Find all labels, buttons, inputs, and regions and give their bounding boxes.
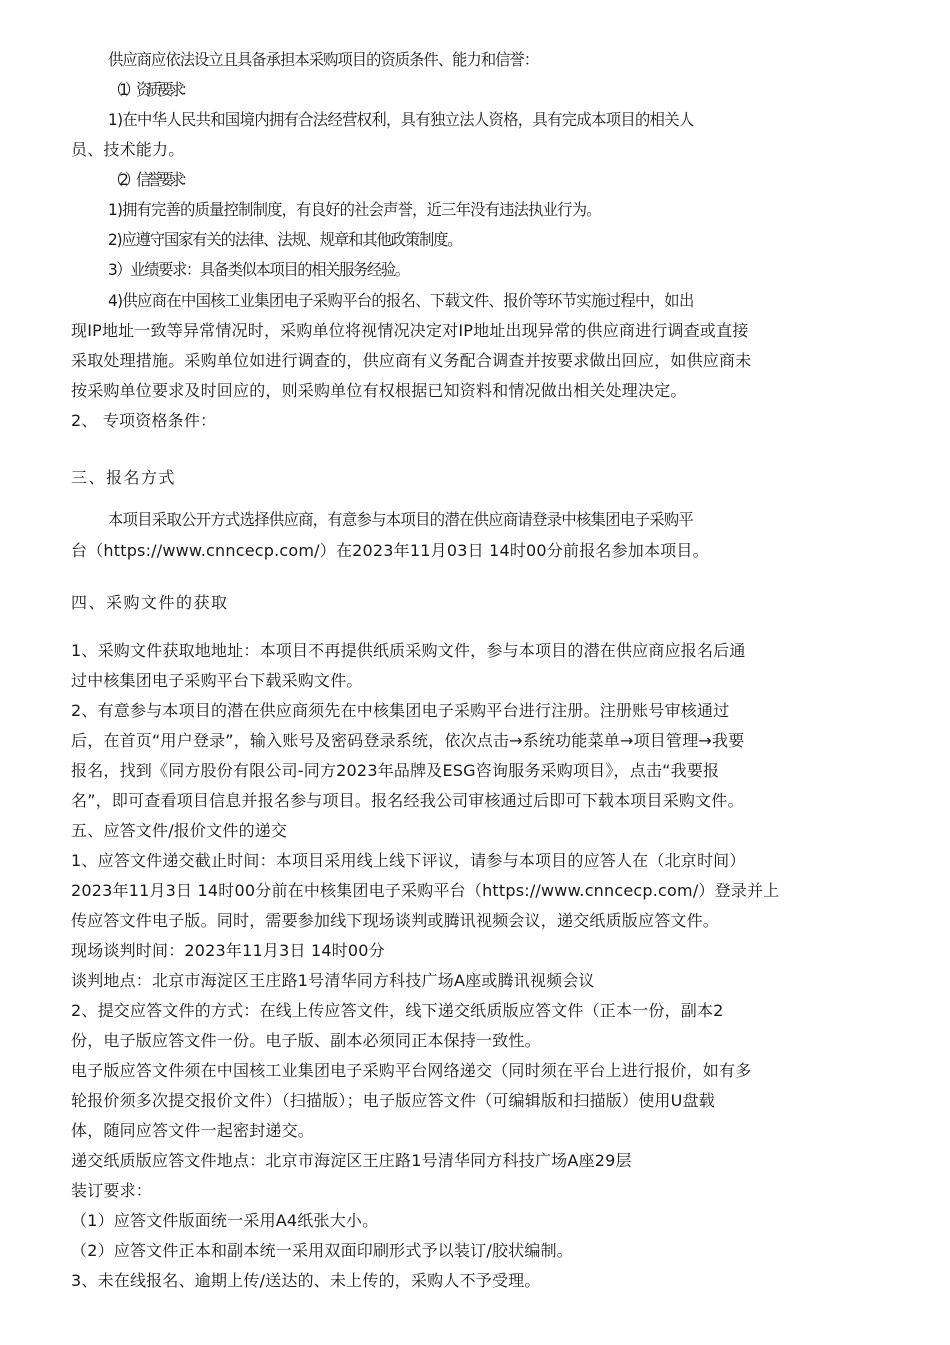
qualification-item-1-cont: 员、技术能力。 xyxy=(71,140,185,159)
binding-requirement-1: （1）应答文件版面统一采用A4纸张大小。 xyxy=(71,1211,379,1230)
documents-item-1: 1、采购文件获取地地址：本项目不再提供纸质采购文件，参与本项目的潜在供应商应报名后通 xyxy=(71,641,746,660)
performance-requirements: 3）业绩要求：具备类似本项目的相关服务经验。 xyxy=(108,260,409,279)
documents-item-2-cont-1: 后，在首页“用户登录”，输入账号及密码登录系统，依次点击→系统功能菜单→项目管理→我要 xyxy=(71,731,745,750)
electronic-submission-cont-1: 轮报价须多次提交报价文件）（扫描版）；电子版应答文件（可编辑版和扫描版）使用U盘载 xyxy=(71,1091,715,1110)
documents-item-2-cont-3: 名”，即可查看项目信息并报名参与项目。报名经我公司审核通过后即可下载本项目采购文件。 xyxy=(71,791,744,810)
section-heading-registration: 三、报名方式 xyxy=(71,468,177,487)
reputation-requirements-heading: （2）信誉要求： xyxy=(108,170,192,189)
documents-item-2-cont-2: 报名，找到《同方股份有限公司-同方2023年品牌及ESG咨询服务采购项目》，点击“我要报 xyxy=(71,761,720,780)
section-heading-documents: 四、采购文件的获取 xyxy=(71,593,229,612)
rejection-clause: 3、未在线报名、逾期上传/送达的、未上传的，采购人不予受理。 xyxy=(71,1271,541,1290)
ip-address-clause: 4)供应商在中国核工业集团电子采购平台的报名、下载文件、报价等环节实施过程中，如出 xyxy=(108,291,694,310)
paragraph-qualification-intro: 供应商应依法设立且具备承担本采购项目的资质条件、能力和信誉： xyxy=(108,50,539,69)
special-qualification-heading: 2、 专项资格条件： xyxy=(71,411,217,430)
documents-item-2: 2、有意参与本项目的潜在供应商须先在中核集团电子采购平台进行注册。注册账号审核通过 xyxy=(71,701,730,720)
negotiation-time: 现场谈判时间：2023年11月3日 14时00分 xyxy=(71,941,385,960)
submission-method-cont: 份，电子版应答文件一份。电子版、副本必须同正本保持一致性。 xyxy=(71,1031,541,1050)
submission-deadline-cont-1: 2023年11月3日 14时00分前在中核集团电子采购平台（https://www.cnncecp.com/）登录并上 xyxy=(71,881,780,900)
binding-requirements-heading: 装订要求： xyxy=(71,1181,153,1200)
submission-deadline-cont-2: 传应答文件电子版。同时，需要参加线下现场谈判或腾讯视频会议，递交纸质版应答文件。 xyxy=(71,911,720,930)
ip-address-clause-cont-3: 按采购单位要求及时回应的，则采购单位有权根据已知资料和情况做出相关处理决定。 xyxy=(71,381,687,400)
binding-requirement-2: （2）应答文件正本和副本统一采用双面印刷形式予以装订/胶状编制。 xyxy=(71,1241,573,1260)
registration-paragraph: 本项目采取公开方式选择供应商，有意参与本项目的潜在供应商请登录中核集团电子采购平 xyxy=(108,510,694,529)
reputation-item-2: 2)应遵守国家有关的法律、法规、规章和其他政策制度。 xyxy=(108,230,462,249)
submission-deadline: 1、应答文件递交截止时间：本项目采用线上线下评议，请参与本项目的应答人在（北京时间） xyxy=(71,851,746,870)
qualification-requirements-heading: （1）资质要求： xyxy=(108,80,192,99)
submission-method: 2、提交应答文件的方式：在线上传应答文件，线下递交纸质版应答文件（正本一份，副本2 xyxy=(71,1001,724,1020)
ip-address-clause-cont-2: 采取处理措施。采购单位如进行调查的，供应商有义务配合调查并按要求做出回应，如供应商未 xyxy=(71,351,752,370)
section-heading-submission: 五、应答文件/报价文件的递交 xyxy=(71,821,288,840)
qualification-item-1: 1)在中华人民共和国境内拥有合法经营权利，具有独立法人资格，具有完成本项目的相关人 xyxy=(108,110,694,129)
negotiation-location: 谈判地点：北京市海淀区王庄路1号清华同方科技广场A座或腾讯视频会议 xyxy=(71,971,595,990)
registration-paragraph-cont: 台（https://www.cnncecp.com/）在2023年11月03日 14时00分前报名参加本项目。 xyxy=(71,541,709,560)
reputation-item-1: 1)拥有完善的质量控制制度，有良好的社会声誉，近三年没有违法执业行为。 xyxy=(108,200,601,219)
paper-submission-location: 递交纸质版应答文件地点：北京市海淀区王庄路1号清华同方科技广场A座29层 xyxy=(71,1151,632,1170)
electronic-submission-cont-2: 体，随同应答文件一起密封递交。 xyxy=(71,1121,315,1140)
electronic-submission: 电子版应答文件须在中国核工业集团电子采购平台网络递交（同时须在平台上进行报价，如有多 xyxy=(71,1061,752,1080)
documents-item-1-cont: 过中核集团电子采购平台下载采购文件。 xyxy=(71,671,363,690)
ip-address-clause-cont-1: 现IP地址一致等异常情况时，采购单位将视情况决定对IP地址出现异常的供应商进行调查或直接 xyxy=(71,321,749,340)
